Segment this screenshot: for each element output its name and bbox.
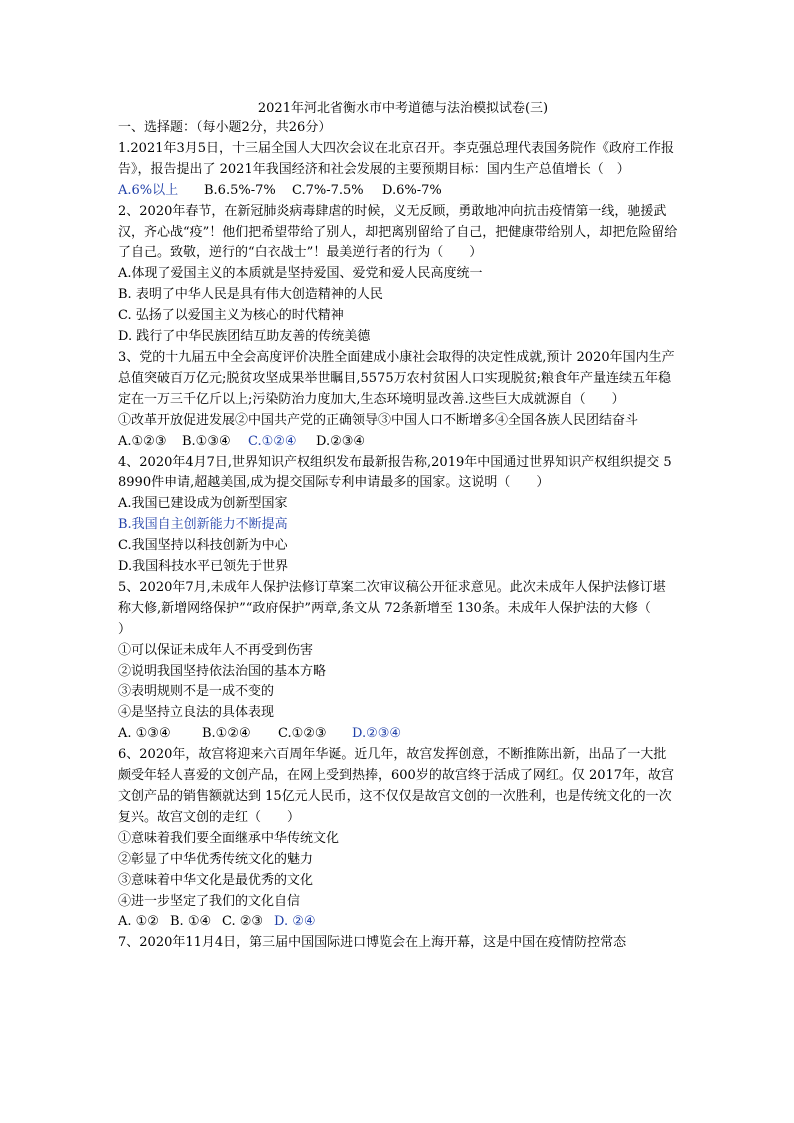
question-7-stem: 7、2020年11月4日，第三届中国国际进口博览会在上海开幕，这是中国在疫情防控常态 [118,935,627,951]
page-title: 2021年河北省衡水市中考道德与法治模拟试卷(三) [257,101,549,116]
question-6-item-1: ①意味着我们要全面继承中华传统文化 [118,830,340,846]
option-a: A.①②③ [118,433,167,449]
option-d: D.6%-7% [382,182,442,198]
question-1-options [118,181,678,202]
question-5-item-1: ①可以保证未成年人不再受到伤害 [118,642,314,658]
option-b: B.①③④ [182,433,231,449]
question-6-item-2: ②彰显了中华优秀传统文化的魅力 [118,851,314,867]
option-b: B. 表明了中华人民是具有伟大创造精神的人民 [118,287,383,303]
option-d: D.②③④ [352,726,402,742]
question-4-stem: 4、2020年4月7日,世界知识产权组织发布最新报告称,2019年中国通过世界知识产权组织提交 58990件申请,超越美国,成为提交国际专利申请最多的国家。这说明（ ） [118,454,672,491]
question-6-item-3: ③意味着中华文化是最优秀的文化 [118,872,314,888]
option-b: B.我国自主创新能力不断提高 [118,517,288,533]
option-d: D. ②④ [274,914,316,930]
question-3-items: ①改革开放促进发展②中国共产党的正确领导③中国人口不断增多④全国各族人民团结奋斗 [118,412,639,428]
question-5-options [118,724,678,745]
exam-page [118,100,678,954]
option-a: A.我国已建设成为创新型国家 [118,496,288,512]
question-2-stem: 2、2020年春节，在新冠肺炎病毒肆虐的时候，义无反顾，勇敢地冲向抗击疫情第一线，驰援武汉，齐心战“疫”！他们把希望带给了别人，却把离别留给了自己，把健康带给别人，却把危险留给了自己。致敬，逆行的“白衣战士”！最美逆行者的行为（ ） [118,203,678,261]
question-5-item-3: ③表明规则不是一成不变的 [118,684,275,700]
question-5-item-2: ②说明我国坚持依法治国的基本方略 [118,663,327,679]
option-d: D. 践行了中华民族团结互助友善的传统美德 [118,329,371,345]
question-5-item-4: ④是坚持立良法的具体表现 [118,705,275,721]
question-3-stem: 3、党的十九届五中全会高度评价决胜全面建成小康社会取得的决定性成就,预计 2020年国内生产总值突破百万亿元;脱贫攻坚成果举世瞩目,5575万农村贫困人口实现脱贫;粮食年产量连续五年稳定在一万三千亿斤以上;污染防治力度加大,生态环境明显改善.这些巨大成就源自（ ） [118,349,675,407]
option-c: C.①②③ [278,726,327,742]
option-b: B.①②④ [202,726,251,742]
question-3-options [118,432,678,453]
option-b: B. ①④ [170,914,212,930]
option-a: A. ①③④ [118,726,171,742]
question-6-stem: 6、2020年，故宫将迎来六百周年华诞。近几年，故宫发挥创意，不断推陈出新，出品了一大批颇受年轻人喜爱的文创产品，在网上受到热捧，600岁的故宫终于活成了网红。仅 2017年，故宫文创产品的销售额就达到 15亿元人民币，这不仅仅是故宫文创的一次胜利，也是传统文化的一次复兴。故宫文创的走红（ ） [118,747,675,825]
option-c: C.①②④ [248,433,297,449]
option-a: A.6%以上 [118,182,179,198]
option-d: D.②③④ [316,433,366,449]
section-heading: 一、选择题：（每小题2分，共26分） [118,120,332,135]
option-d: D.我国科技水平已领先于世界 [118,559,289,575]
question-1-stem: 1.2021年3月5日，十三届全国人大四次会议在北京召开。李克强总理代表国务院作《政府工作报告》，报告提出了 2021年我国经济和社会发展的主要预期目标：国内生产总值增长（ ） [118,140,675,177]
option-a: A. ①② [118,914,159,930]
option-c: C. 弘扬了以爱国主义为核心的时代精神 [118,308,344,324]
question-6-item-4: ④进一步坚定了我们的文化自信 [118,893,301,909]
option-c: C. ②③ [222,914,264,930]
question-6-options [118,912,678,933]
option-c: C.7%-7.5% [292,182,364,198]
option-c: C.我国坚持以科技创新为中心 [118,538,288,554]
option-b: B.6.5%-7% [204,182,276,198]
option-a: A.体现了爱国主义的本质就是坚持爱国、爱党和爱人民高度统一 [118,266,483,282]
question-5-stem: 5、2020年7月,未成年人保护法修订草案二次审议稿公开征求意见。此次未成年人保护法修订堪称大修,新增网络保护”“政府保护”两章,条文从 72条新增至 130条。未成年人保护法的大修（ ） [118,579,677,637]
